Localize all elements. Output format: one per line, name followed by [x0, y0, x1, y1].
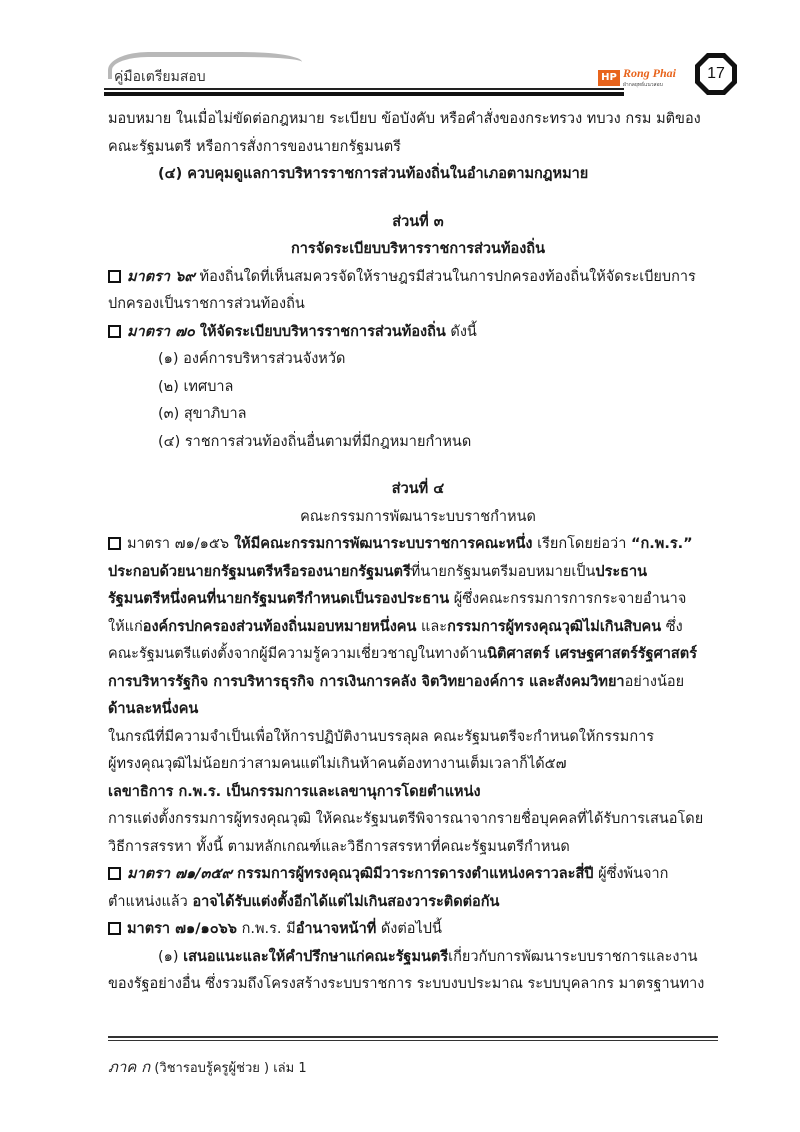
logo-subtext: ฝ่ากลยุทธ์แนวสอบ — [623, 82, 663, 88]
footer-rule — [108, 1036, 718, 1038]
paragraph-line: การแต่งตั้งกรรมการผู้ทรงคุณวุฒิ ให้คณะรัฐมนตรีพิจารณาจากรายชื่อบุคคลที่ได้รับการเสนอโดย — [108, 811, 704, 827]
checkbox-icon — [108, 867, 121, 880]
publisher-logo — [598, 64, 688, 90]
article-71-1066: มาตรา ๗๑/๑๐๖๖ ก.พ.ร. มีอำนาจหน้าที่ ดังต่อไปนี้ — [108, 916, 728, 944]
footer-rule — [108, 1040, 718, 1041]
paragraph-line: คณะรัฐมนตรี หรือการสั่งการของนายกรัฐมนตรี — [108, 138, 401, 155]
section-heading: ส่วนที่ ๔ — [391, 481, 445, 497]
paragraph-line: ตำแหน่งแล้ว อาจได้รับแต่งตั้งอีกได้แต่ไม่เกินสองวาระติดต่อกัน — [108, 893, 500, 910]
header-rule-thick — [104, 92, 624, 96]
footer-text — [108, 1055, 718, 1079]
article-label: มาตรา ๖๙ — [127, 268, 195, 285]
paragraph-line: วิธีการสรรหา ทั้งนี้ ตามหลักเกณฑ์และวิธีการสรรหาที่คณะรัฐมนตรีกำหนด — [108, 838, 570, 855]
checkbox-icon — [108, 537, 121, 550]
paragraph-line: ของรัฐอย่างอื่น ซึ่งรวมถึงโครงสร้างระบบราชการ ระบบงบประมาณ ระบบบุคลากร มาตรฐานทาง — [108, 976, 705, 992]
header-rule — [104, 88, 624, 90]
paragraph-line: ด้านละหนึ่งคน — [108, 701, 199, 717]
page-header — [104, 50, 744, 100]
paragraph-line: เลขาธิการ ก.พ.ร. เป็นกรรมการและเลขานุการโดยตำแหน่ง — [108, 783, 481, 800]
page-footer — [108, 1036, 718, 1079]
footer-part: ภาค ก — [108, 1058, 151, 1076]
list-item: (๔) ควบคุมดูแลการบริหารราชการส่วนท้องถิ่นในอำเภอตามกฎหมาย — [158, 166, 589, 182]
list-item: (๓) สุขาภิบาล — [158, 406, 247, 422]
page-content — [108, 106, 728, 999]
paragraph-line: ในกรณีที่มีความจำเป็นเพื่อให้การปฏิบัติงานบรรลุผล คณะรัฐมนตรีจะกำหนดให้กรรมการ — [108, 728, 655, 745]
paragraph-line: รัฐมนตรีหนึ่งคนที่นายกรัฐมนตรีกำหนดเป็นรองประธาน ผู้ซึ่งคณะกรรมการการกระจายอำนาจ — [108, 591, 687, 607]
list-item: (๑) องค์การบริหารส่วนจังหวัด — [158, 351, 346, 367]
paragraph-line: คณะรัฐมนตรีแต่งตั้งจากผู้มีความรู้ความเชี่ยวชาญในทางด้านนิติศาสตร์ เศรษฐศาสตร์รัฐศาสตร์ — [108, 646, 697, 662]
paragraph-line: การบริหารรัฐกิจ การบริหารธุรกิจ การเงินการคลัง จิตวิทยาองค์การ และสังคมวิทยาอย่างน้อย — [108, 673, 685, 690]
article-label: มาตรา ๗๐ — [127, 323, 195, 340]
paragraph-line: ให้แก่องค์กรปกครองส่วนท้องถิ่นมอบหมายหนึ่งคน และกรรมการผู้ทรงคุณวุฒิไม่เกินสิบคน ซึ่ง — [108, 618, 683, 635]
section-heading: ส่วนที่ ๓ — [392, 213, 444, 230]
paragraph-line: ประกอบด้วยนายกรัฐมนตรีหรือรองนายกรัฐมนตรีที่นายกรัฐมนตรีมอบหมายเป็นประธาน — [108, 563, 648, 580]
section-subheading: คณะกรรมการพัฒนาระบบราชกำหนด — [300, 508, 536, 525]
page-number: 17 — [707, 65, 725, 82]
list-item: (๒) เทศบาล — [158, 378, 234, 395]
article-label: มาตรา ๗๑/๑๐๖๖ — [127, 921, 237, 937]
article-69: มาตรา ๖๙ ท้องถิ่นใดที่เห็นสมควรจัดให้ราษฎรมีส่วนในการปกครองท้องถิ่นให้จัดระเบียบการ — [108, 264, 728, 292]
page-number-badge — [694, 52, 738, 96]
article-71-156: มาตรา ๗๑/๑๕๖ ให้มีคณะกรรมการพัฒนาระบบราชการคณะหนึ่ง เรียกโดยย่อว่า “ก.พ.ร.” — [108, 531, 728, 559]
list-item: (๔) ราชการส่วนท้องถิ่นอื่นตามที่มีกฎหมายกำหนด — [158, 433, 472, 450]
logo-mark-icon: HP — [598, 70, 620, 86]
article-71-359: มาตรา ๗๑/๓๕๙ กรรมการผู้ทรงคุณวุฒิมีวาระการดารงตำแหน่งคราวละสี่ปี ผู้ซึ่งพ้นจาก — [108, 861, 728, 889]
checkbox-icon — [108, 270, 121, 283]
article-label: มาตรา ๗๑/๓๕๙ — [127, 866, 233, 882]
paragraph-line: ผู้ทรงคุณวุฒิไม่น้อยกว่าสามคนแต่ไม่เกินห้าคนต้องทางานเต็มเวลาก็ได้๕๗ — [108, 756, 567, 772]
section-subheading: การจัดระเบียบบริหารราชการส่วนท้องถิ่น — [291, 241, 545, 257]
logo-text: Rong Phai — [623, 66, 677, 80]
article-70: มาตรา ๗๐ ให้จัดระเบียบบริหารราชการส่วนท้องถิ่น ดังนี้ — [108, 319, 728, 347]
checkbox-icon — [108, 325, 121, 338]
paragraph-line: มอบหมาย ในเมื่อไม่ขัดต่อกฎหมาย ระเบียบ ข้อบังคับ หรือคำสั่งของกระทรวง ทบวง กรม มติของ — [108, 111, 701, 127]
article-label: มาตรา ๗๑/๑๕๖ — [127, 536, 230, 552]
list-item: (๑) เสนอแนะและให้คำปรึกษาแก่คณะรัฐมนตรีเกี่ยวกับการพัฒนาระบบราชการและงาน — [158, 948, 698, 965]
header-title: คู่มือเตรียมสอบ — [114, 69, 206, 85]
checkbox-icon — [108, 922, 121, 935]
paragraph-line: ปกครองเป็นราชการส่วนท้องถิ่น — [108, 296, 305, 312]
footer-subject: (วิชารอบรู้ครูผู้ช่วย ) เล่ม 1 — [150, 1061, 307, 1076]
